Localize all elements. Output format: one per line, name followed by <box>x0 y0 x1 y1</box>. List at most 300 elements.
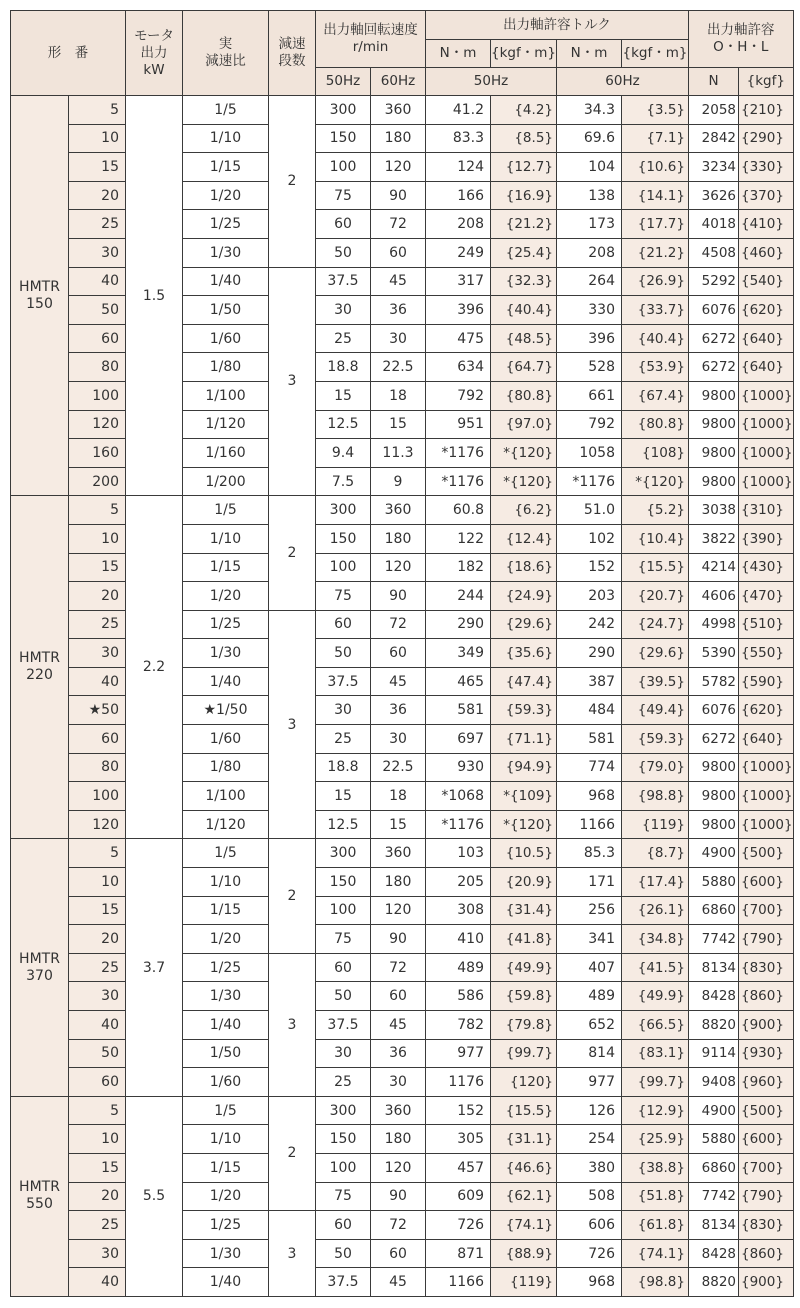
speed-50hz-cell: 37.5 <box>316 667 371 696</box>
ohl-n-cell: 8820 <box>689 1011 739 1040</box>
ohl-n-cell: 9800 <box>689 439 739 468</box>
torque-nm-50hz-cell: 41.2 <box>426 96 491 125</box>
speed-60hz-cell: 9 <box>371 467 426 496</box>
torque-nm-60hz-cell: 126 <box>557 1096 622 1125</box>
spec-table <box>10 10 794 1297</box>
ohl-n-cell: 6860 <box>689 1153 739 1182</box>
speed-50hz-cell: 30 <box>316 296 371 325</box>
stock-ratio-cell: 200 <box>69 467 126 496</box>
ohl-n-header: N <box>689 68 739 96</box>
ohl-n-cell: 8428 <box>689 1239 739 1268</box>
speed-60hz-cell: 60 <box>371 982 426 1011</box>
ohl-kgf-cell: {700} <box>739 896 794 925</box>
ohl-n-cell: 9800 <box>689 810 739 839</box>
reduction-ratio-cell: 1/15 <box>183 553 269 582</box>
speed-50hz-cell: 60 <box>316 953 371 982</box>
ohl-n-cell: 6272 <box>689 353 739 382</box>
ohl-n-cell: 7742 <box>689 925 739 954</box>
ohl-kgf-cell: {700} <box>739 1153 794 1182</box>
model-line-1: HMTR <box>19 650 60 667</box>
speed-60hz-cell: 60 <box>371 639 426 668</box>
torque-kgf-60hz-cell: {8.7} <box>622 839 689 868</box>
torque-kgf-50hz-cell: {16.9} <box>491 181 557 210</box>
stock-ratio-cell: 80 <box>69 353 126 382</box>
speed-50hz-cell: 7.5 <box>316 467 371 496</box>
torque-nm-60hz-cell: 792 <box>557 410 622 439</box>
stock-ratio-cell: 60 <box>69 725 126 754</box>
speed-60hz-cell: 180 <box>371 868 426 897</box>
reduction-ratio-cell: 1/50 <box>183 1039 269 1068</box>
speed-50hz-cell: 60 <box>316 1211 371 1240</box>
ohl-n-cell: 6860 <box>689 896 739 925</box>
speed-50hz-cell: 300 <box>316 96 371 125</box>
speed-60hz-cell: 72 <box>371 210 426 239</box>
reduction-ratio-cell: 1/10 <box>183 868 269 897</box>
torque-kgf-50hz-cell: {6.2} <box>491 496 557 525</box>
torque-nm-60hz-cell: 977 <box>557 1068 622 1097</box>
speed-60hz-cell: 36 <box>371 696 426 725</box>
torque-kgf-50hz-cell: {15.5} <box>491 1096 557 1125</box>
torque-kgf-50hz-cell: {80.8} <box>491 381 557 410</box>
torque-kgf-60hz-cell: {51.8} <box>622 1182 689 1211</box>
torque-nm-50hz-cell: 396 <box>426 296 491 325</box>
torque-kgf-50hz-cell: {32.3} <box>491 267 557 296</box>
ohl-n-cell: 2842 <box>689 124 739 153</box>
ohl-n-cell: 9800 <box>689 381 739 410</box>
speed-60hz-cell: 30 <box>371 1068 426 1097</box>
torque-kgf-60hz-cell: {26.9} <box>622 267 689 296</box>
ohl-kgf-cell: {860} <box>739 982 794 1011</box>
model-line-1: HMTR <box>19 1179 60 1196</box>
reduction-ratio-cell: 1/20 <box>183 181 269 210</box>
ohl-n-cell: 3038 <box>689 496 739 525</box>
torque-kgf-60hz-cell: {83.1} <box>622 1039 689 1068</box>
torque-kgf-50hz-cell: {47.4} <box>491 667 557 696</box>
ohl-kgf-cell: {550} <box>739 639 794 668</box>
model-line-1: HMTR <box>19 278 60 295</box>
speed-60hz-cell: 120 <box>371 896 426 925</box>
model-line-2: 550 <box>26 1196 53 1213</box>
torque-kgf-50hz-cell: {94.9} <box>491 753 557 782</box>
torque-nm-60hz-cell: 814 <box>557 1039 622 1068</box>
reduction-ratio-cell: 1/80 <box>183 753 269 782</box>
reduction-ratio-cell: 1/25 <box>183 1211 269 1240</box>
torque-kgf-60hz-cell: {59.3} <box>622 725 689 754</box>
speed-50hz-cell: 150 <box>316 524 371 553</box>
ratio-header <box>183 11 269 96</box>
model-line-2: 150 <box>26 295 53 312</box>
torque-kgf-60hz-cell: {119} <box>622 810 689 839</box>
torque-kgf-50hz-cell: {20.9} <box>491 868 557 897</box>
torque-nm-60hz-cell: 726 <box>557 1239 622 1268</box>
ohl-kgf-cell: {310} <box>739 496 794 525</box>
reduction-ratio-cell: 1/40 <box>183 267 269 296</box>
ohl-kgf-cell: {330} <box>739 153 794 182</box>
speed-60hz-cell: 90 <box>371 582 426 611</box>
torque-nm-60hz-cell: 528 <box>557 353 622 382</box>
stock-ratio-cell: 25 <box>69 610 126 639</box>
speed-50hz-cell: 15 <box>316 782 371 811</box>
torque-kgf-50hz-cell: {4.2} <box>491 96 557 125</box>
torque-kgf-60hz-cell: {108} <box>622 439 689 468</box>
table-header <box>11 11 794 96</box>
ohl-n-cell: 3626 <box>689 181 739 210</box>
torque-kgf-60hz-cell: {49.9} <box>622 982 689 1011</box>
speed-60hz-cell: 360 <box>371 839 426 868</box>
speed-50hz-cell: 60 <box>316 210 371 239</box>
stock-ratio-cell: ★50 <box>69 696 126 725</box>
torque-nm-50hz-cell: 182 <box>426 553 491 582</box>
ohl-kgf-cell: {1000} <box>739 439 794 468</box>
torque-nm-60hz-cell: 606 <box>557 1211 622 1240</box>
ohl-kgf-cell: {470} <box>739 582 794 611</box>
torque-kgf-50hz-cell: {41.8} <box>491 925 557 954</box>
ohl-n-cell: 5292 <box>689 267 739 296</box>
torque-nm-60hz-cell: 581 <box>557 725 622 754</box>
torque-kgf-60hz-cell: {99.7} <box>622 1068 689 1097</box>
torque-nm-60hz-cell: 489 <box>557 982 622 1011</box>
speed-60hz-cell: 60 <box>371 1239 426 1268</box>
reduction-ratio-cell: 1/30 <box>183 238 269 267</box>
ohl-n-cell: 8134 <box>689 1211 739 1240</box>
model-cell <box>11 1096 69 1296</box>
torque-nm-60hz-cell: 102 <box>557 524 622 553</box>
stock-ratio-cell: 5 <box>69 96 126 125</box>
stock-ratio-cell: 25 <box>69 1211 126 1240</box>
speed-50hz-cell: 100 <box>316 896 371 925</box>
torque-nm-50hz-cell: 308 <box>426 896 491 925</box>
stock-ratio-cell: 30 <box>69 238 126 267</box>
ohl-kgf-header: {kgf} <box>739 68 794 96</box>
speed-60hz-cell: 72 <box>371 953 426 982</box>
speed-60hz-cell: 180 <box>371 524 426 553</box>
stock-ratio-cell: 25 <box>69 210 126 239</box>
stock-ratio-cell: 60 <box>69 1068 126 1097</box>
ohl-n-cell: 5880 <box>689 1125 739 1154</box>
torque-nm-50hz-cell: 122 <box>426 524 491 553</box>
speed-60hz-cell: 45 <box>371 267 426 296</box>
stages-cell: 2 <box>269 496 316 610</box>
speed-60hz-cell: 45 <box>371 1268 426 1297</box>
torque-nm-60-header: N・m <box>557 40 622 68</box>
ohl-kgf-cell: {1000} <box>739 467 794 496</box>
ohl-kgf-cell: {620} <box>739 696 794 725</box>
torque-nm-50hz-cell: 634 <box>426 353 491 382</box>
torque-kgf-60hz-cell: {20.7} <box>622 582 689 611</box>
ohl-n-cell: 3822 <box>689 524 739 553</box>
speed-60hz-cell: 15 <box>371 810 426 839</box>
model-cell <box>11 839 69 1096</box>
torque-nm-60hz-cell: 208 <box>557 238 622 267</box>
speed-50hz-cell: 12.5 <box>316 810 371 839</box>
torque-kgf-60hz-cell: {14.1} <box>622 181 689 210</box>
ohl-n-cell: 6076 <box>689 296 739 325</box>
torque-nm-50hz-cell: 244 <box>426 582 491 611</box>
speed-60hz-cell: 72 <box>371 610 426 639</box>
stages-header-line-1: 減速 <box>278 36 306 52</box>
torque-nm-60hz-cell: 171 <box>557 868 622 897</box>
torque-nm-60hz-cell: 968 <box>557 1268 622 1297</box>
stock-ratio-cell: 80 <box>69 753 126 782</box>
torque-60hz-header: 60Hz <box>557 68 689 96</box>
torque-kgf-50hz-cell: {18.6} <box>491 553 557 582</box>
reduction-ratio-cell: 1/30 <box>183 639 269 668</box>
torque-kgf-60hz-cell: {3.5} <box>622 96 689 125</box>
torque-nm-50hz-cell: 410 <box>426 925 491 954</box>
stock-ratio-cell: 30 <box>69 1239 126 1268</box>
torque-nm-60hz-cell: 396 <box>557 324 622 353</box>
stages-cell: 2 <box>269 839 316 953</box>
speed-50hz-cell: 37.5 <box>316 267 371 296</box>
table-body <box>11 96 794 1297</box>
torque-nm-50hz-cell: 208 <box>426 210 491 239</box>
ratio-header-line-1: 実 <box>218 36 233 52</box>
speed-50hz-cell: 75 <box>316 925 371 954</box>
ohl-n-cell: 9800 <box>689 782 739 811</box>
speed-50hz-cell: 100 <box>316 553 371 582</box>
speed-50hz-cell: 150 <box>316 124 371 153</box>
model-cell <box>11 496 69 839</box>
speed-60hz-cell: 30 <box>371 725 426 754</box>
speed-60hz-cell: 360 <box>371 96 426 125</box>
reduction-ratio-cell: 1/20 <box>183 1182 269 1211</box>
reduction-ratio-cell: 1/40 <box>183 1268 269 1297</box>
torque-kgf-60hz-cell: {38.8} <box>622 1153 689 1182</box>
torque-kgf-50hz-cell: {25.4} <box>491 238 557 267</box>
speed-60hz-cell: 22.5 <box>371 753 426 782</box>
reduction-ratio-cell: 1/120 <box>183 410 269 439</box>
model-line-2: 220 <box>26 667 53 684</box>
stock-ratio-cell: 120 <box>69 410 126 439</box>
ohl-n-cell: 3234 <box>689 153 739 182</box>
stages-cell: 3 <box>269 610 316 839</box>
reduction-ratio-cell: 1/160 <box>183 439 269 468</box>
stock-ratio-cell: 10 <box>69 124 126 153</box>
ohl-n-cell: 9800 <box>689 467 739 496</box>
torque-kgf-50hz-cell: {88.9} <box>491 1239 557 1268</box>
torque-nm-50hz-cell: 465 <box>426 667 491 696</box>
torque-nm-60hz-cell: 254 <box>557 1125 622 1154</box>
reduction-ratio-cell: 1/5 <box>183 96 269 125</box>
ohl-n-cell: 9114 <box>689 1039 739 1068</box>
torque-nm-50hz-cell: *1176 <box>426 810 491 839</box>
ohl-header-line-2: O・H・L <box>713 39 769 55</box>
reduction-ratio-cell: 1/20 <box>183 925 269 954</box>
torque-kgf-50hz-cell: {119} <box>491 1268 557 1297</box>
torque-nm-50hz-cell: *1176 <box>426 467 491 496</box>
speed-60hz-cell: 180 <box>371 124 426 153</box>
speed-60hz-cell: 90 <box>371 925 426 954</box>
torque-kgf-50hz-cell: {24.9} <box>491 582 557 611</box>
ohl-kgf-cell: {210} <box>739 96 794 125</box>
torque-kgf-60hz-cell: {12.9} <box>622 1096 689 1125</box>
torque-kgf-60hz-cell: {98.8} <box>622 1268 689 1297</box>
torque-kgf-60hz-cell: {10.6} <box>622 153 689 182</box>
speed-60hz-cell: 72 <box>371 1211 426 1240</box>
torque-nm-50hz-cell: 1166 <box>426 1268 491 1297</box>
ohl-kgf-cell: {790} <box>739 925 794 954</box>
speed-50hz-cell: 300 <box>316 496 371 525</box>
motor-header-line-2: 出力 <box>140 44 168 61</box>
stock-ratio-cell: 20 <box>69 1182 126 1211</box>
stock-ratio-cell: 5 <box>69 1096 126 1125</box>
reduction-ratio-cell: 1/100 <box>183 381 269 410</box>
reduction-ratio-cell: 1/15 <box>183 153 269 182</box>
speed-header-line-1: 出力軸回転速度 <box>323 22 418 38</box>
stock-ratio-cell: 50 <box>69 1039 126 1068</box>
torque-nm-50hz-cell: 930 <box>426 753 491 782</box>
torque-kgf-50hz-cell: {21.2} <box>491 210 557 239</box>
stock-ratio-cell: 10 <box>69 868 126 897</box>
torque-kgf-50hz-cell: {10.5} <box>491 839 557 868</box>
speed-50hz-cell: 12.5 <box>316 410 371 439</box>
speed-60hz-cell: 18 <box>371 782 426 811</box>
stages-header <box>269 11 316 96</box>
speed-50hz-cell: 75 <box>316 582 371 611</box>
torque-kgf-50hz-cell: {79.8} <box>491 1011 557 1040</box>
torque-nm-50hz-cell: 951 <box>426 410 491 439</box>
torque-nm-50hz-cell: 152 <box>426 1096 491 1125</box>
speed-60hz-cell: 36 <box>371 1039 426 1068</box>
torque-nm-60hz-cell: 69.6 <box>557 124 622 153</box>
speed-50hz-cell: 100 <box>316 153 371 182</box>
torque-nm-60hz-cell: 1058 <box>557 439 622 468</box>
torque-nm-60hz-cell: 341 <box>557 925 622 954</box>
table-row <box>11 496 794 525</box>
torque-nm-50hz-cell: 1176 <box>426 1068 491 1097</box>
torque-kgf-50hz-cell: {99.7} <box>491 1039 557 1068</box>
torque-nm-60hz-cell: *1176 <box>557 467 622 496</box>
torque-kgf-50hz-cell: {59.3} <box>491 696 557 725</box>
ohl-kgf-cell: {1000} <box>739 810 794 839</box>
torque-kgf-50hz-cell: {12.4} <box>491 524 557 553</box>
ohl-n-cell: 5390 <box>689 639 739 668</box>
table-row <box>11 96 794 125</box>
torque-nm-60hz-cell: 256 <box>557 896 622 925</box>
torque-kgf-60hz-cell: {40.4} <box>622 324 689 353</box>
torque-nm-50hz-cell: 290 <box>426 610 491 639</box>
reduction-ratio-cell: 1/40 <box>183 1011 269 1040</box>
reduction-ratio-cell: 1/30 <box>183 1239 269 1268</box>
table-row <box>11 839 794 868</box>
motor-header-line-1: モータ <box>134 27 174 44</box>
ohl-n-cell: 6272 <box>689 725 739 754</box>
speed-60hz-cell: 360 <box>371 496 426 525</box>
stock-ratio-cell: 20 <box>69 582 126 611</box>
torque-kgf-60hz-cell: {7.1} <box>622 124 689 153</box>
ohl-kgf-cell: {500} <box>739 1096 794 1125</box>
stock-ratio-cell: 5 <box>69 839 126 868</box>
ohl-kgf-cell: {930} <box>739 1039 794 1068</box>
torque-kgf-60hz-cell: {79.0} <box>622 753 689 782</box>
torque-kgf-60hz-cell: {17.7} <box>622 210 689 239</box>
speed-60hz-cell: 15 <box>371 410 426 439</box>
reduction-ratio-cell: 1/10 <box>183 124 269 153</box>
torque-nm-50hz-cell: 305 <box>426 1125 491 1154</box>
torque-kgf-50hz-cell: {35.6} <box>491 639 557 668</box>
stock-ratio-cell: 50 <box>69 296 126 325</box>
stock-ratio-cell: 30 <box>69 982 126 1011</box>
torque-nm-50-header: N・m <box>426 40 491 68</box>
stock-ratio-cell: 15 <box>69 1153 126 1182</box>
torque-nm-50hz-cell: 489 <box>426 953 491 982</box>
torque-kgf-50hz-cell: {40.4} <box>491 296 557 325</box>
speed-50hz-cell: 18.8 <box>316 753 371 782</box>
reduction-ratio-cell: 1/80 <box>183 353 269 382</box>
ohl-n-cell: 5782 <box>689 667 739 696</box>
ohl-n-cell: 4214 <box>689 553 739 582</box>
model-line-1: HMTR <box>19 950 60 967</box>
reduction-ratio-cell: 1/60 <box>183 725 269 754</box>
torque-kgf-50-header: {kgf・m} <box>491 40 557 68</box>
torque-kgf-60hz-cell: {21.2} <box>622 238 689 267</box>
torque-nm-60hz-cell: 661 <box>557 381 622 410</box>
ohl-n-cell: 9800 <box>689 410 739 439</box>
torque-nm-60hz-cell: 330 <box>557 296 622 325</box>
speed-50hz-cell: 100 <box>316 1153 371 1182</box>
stages-cell: 3 <box>269 267 316 496</box>
ohl-n-cell: 4018 <box>689 210 739 239</box>
torque-kgf-60hz-cell: {15.5} <box>622 553 689 582</box>
model-header: 形 番 <box>11 11 126 96</box>
ohl-n-cell: 8820 <box>689 1268 739 1297</box>
torque-kgf-60hz-cell: {24.7} <box>622 610 689 639</box>
ohl-kgf-cell: {500} <box>739 839 794 868</box>
speed-50hz-cell: 60 <box>316 610 371 639</box>
reduction-ratio-cell: 1/25 <box>183 210 269 239</box>
speed-60hz-cell: 90 <box>371 1182 426 1211</box>
stages-cell: 2 <box>269 96 316 268</box>
torque-nm-60hz-cell: 104 <box>557 153 622 182</box>
speed-60hz-cell: 180 <box>371 1125 426 1154</box>
model-line-2: 370 <box>26 967 53 984</box>
torque-nm-60hz-cell: 407 <box>557 953 622 982</box>
ohl-header <box>689 11 794 68</box>
torque-nm-60hz-cell: 774 <box>557 753 622 782</box>
ohl-kgf-cell: {1000} <box>739 782 794 811</box>
speed-50hz-header: 50Hz <box>316 68 371 96</box>
torque-kgf-50hz-cell: {71.1} <box>491 725 557 754</box>
stock-ratio-cell: 5 <box>69 496 126 525</box>
torque-kgf-60hz-cell: {33.7} <box>622 296 689 325</box>
torque-kgf-50hz-cell: *{120} <box>491 467 557 496</box>
speed-50hz-cell: 50 <box>316 1239 371 1268</box>
stock-ratio-cell: 15 <box>69 896 126 925</box>
speed-50hz-cell: 50 <box>316 238 371 267</box>
speed-60hz-cell: 120 <box>371 553 426 582</box>
torque-nm-50hz-cell: 349 <box>426 639 491 668</box>
torque-nm-60hz-cell: 34.3 <box>557 96 622 125</box>
speed-60hz-cell: 360 <box>371 1096 426 1125</box>
speed-60hz-cell: 90 <box>371 181 426 210</box>
torque-nm-50hz-cell: 586 <box>426 982 491 1011</box>
ohl-kgf-cell: {1000} <box>739 753 794 782</box>
reduction-ratio-cell: ★1/50 <box>183 696 269 725</box>
ohl-n-cell: 9408 <box>689 1068 739 1097</box>
torque-kgf-50hz-cell: *{109} <box>491 782 557 811</box>
ohl-kgf-cell: {590} <box>739 667 794 696</box>
torque-kgf-50hz-cell: {97.0} <box>491 410 557 439</box>
torque-nm-60hz-cell: 968 <box>557 782 622 811</box>
torque-kgf-50hz-cell: {8.5} <box>491 124 557 153</box>
stock-ratio-cell: 15 <box>69 153 126 182</box>
torque-nm-50hz-cell: 317 <box>426 267 491 296</box>
torque-kgf-50hz-cell: {64.7} <box>491 353 557 382</box>
torque-nm-50hz-cell: 60.8 <box>426 496 491 525</box>
speed-header-line-2: r/min <box>352 39 389 55</box>
stock-ratio-cell: 10 <box>69 1125 126 1154</box>
speed-50hz-cell: 75 <box>316 181 371 210</box>
